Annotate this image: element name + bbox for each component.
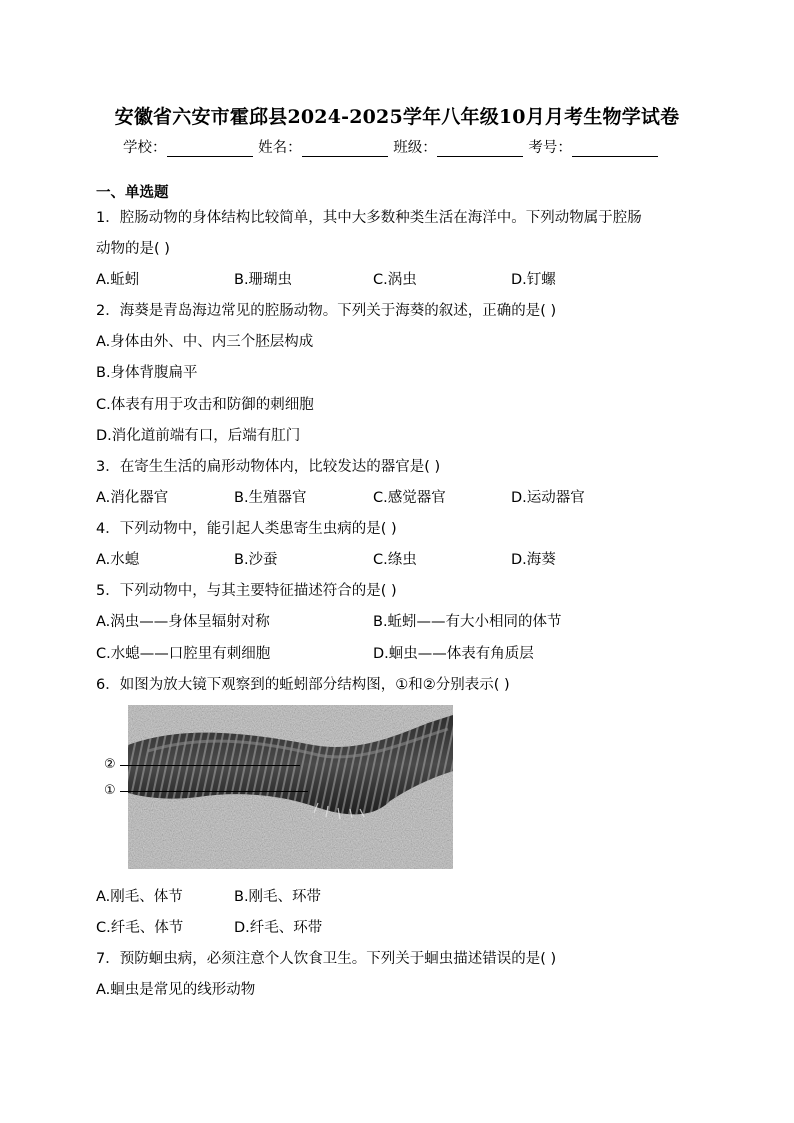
figure-label-1: ① bbox=[104, 783, 116, 798]
q3-option-d[interactable]: D.运动器官 bbox=[511, 490, 585, 506]
q6-option-a[interactable]: A.刚毛、体节 bbox=[96, 889, 183, 905]
q3-option-b[interactable]: B.生殖器官 bbox=[234, 490, 307, 506]
name-blank[interactable] bbox=[302, 142, 388, 157]
q3-option-c[interactable]: C.感觉器官 bbox=[373, 490, 446, 506]
q3-option-a[interactable]: A.消化器官 bbox=[96, 490, 169, 506]
q1-option-c[interactable]: C.涡虫 bbox=[373, 272, 417, 288]
student-info-row bbox=[123, 136, 659, 157]
q4-option-a[interactable]: A.水螅 bbox=[96, 552, 140, 568]
figure-label-2: ② bbox=[104, 757, 116, 772]
earthworm-photo bbox=[128, 705, 453, 869]
label-2-pointer-line bbox=[120, 765, 300, 766]
q4-option-b[interactable]: B.沙蚕 bbox=[234, 552, 278, 568]
question-4-stem: 4．下列动物中，能引起人类患寄生虫病的是( ) bbox=[96, 521, 397, 537]
question-6-stem: 6．如图为放大镜下观察到的蚯蚓部分结构图，①和②分别表示( ) bbox=[96, 677, 510, 693]
label-1-pointer-line bbox=[120, 791, 308, 792]
section-title: 一、单选题 bbox=[96, 185, 169, 201]
question-5-stem: 5．下列动物中，与其主要特征描述符合的是( ) bbox=[96, 583, 397, 599]
class-label: 班级： bbox=[393, 140, 437, 156]
q5-option-d[interactable]: D.蛔虫——体表有角质层 bbox=[373, 646, 534, 662]
exam-number-blank[interactable] bbox=[572, 142, 658, 157]
question-7-stem: 7．预防蛔虫病，必须注意个人饮食卫生。下列关于蛔虫描述错误的是( ) bbox=[96, 951, 557, 967]
school-blank[interactable] bbox=[167, 142, 253, 157]
q5-option-c[interactable]: C.水螅——口腔里有刺细胞 bbox=[96, 646, 271, 662]
question-2-stem: 2．海葵是青岛海边常见的腔肠动物。下列关于海葵的叙述，正确的是( ) bbox=[96, 303, 557, 319]
q6-option-b[interactable]: B.刚毛、环带 bbox=[234, 889, 322, 905]
earthworm-figure bbox=[128, 705, 453, 869]
q2-option-d[interactable]: D.消化道前端有口，后端有肛门 bbox=[96, 428, 301, 444]
question-3-stem: 3．在寄生生活的扁形动物体内，比较发达的器官是( ) bbox=[96, 459, 441, 475]
q6-option-d[interactable]: D.纤毛、环带 bbox=[234, 920, 323, 936]
school-label: 学校： bbox=[123, 140, 167, 156]
question-1-stem: 1．腔肠动物的身体结构比较简单，其中大多数种类生活在海洋中。下列动物属于腔肠 bbox=[96, 210, 642, 226]
q5-option-b[interactable]: B.蚯蚓——有大小相同的体节 bbox=[373, 614, 562, 630]
q6-option-c[interactable]: C.纤毛、体节 bbox=[96, 920, 184, 936]
q1-option-a[interactable]: A.蚯蚓 bbox=[96, 272, 140, 288]
q2-option-a[interactable]: A.身体由外、中、内三个胚层构成 bbox=[96, 334, 314, 350]
q1-option-d[interactable]: D.钉螺 bbox=[511, 272, 556, 288]
q2-option-c[interactable]: C.体表有用于攻击和防御的刺细胞 bbox=[96, 397, 314, 413]
exam-number-label: 考号： bbox=[528, 140, 572, 156]
question-1-stem-cont: 动物的是( ) bbox=[96, 241, 170, 257]
q1-option-b[interactable]: B.珊瑚虫 bbox=[234, 272, 293, 288]
q4-option-c[interactable]: C.绦虫 bbox=[373, 552, 417, 568]
q4-option-d[interactable]: D.海葵 bbox=[511, 552, 556, 568]
exam-title: 安徽省六安市霍邱县2024-2025学年八年级10月月考生物学试卷 bbox=[114, 106, 680, 128]
q7-option-a[interactable]: A.蛔虫是常见的线形动物 bbox=[96, 982, 256, 998]
q5-option-a[interactable]: A.涡虫——身体呈辐射对称 bbox=[96, 614, 270, 630]
name-label: 姓名： bbox=[258, 140, 302, 156]
class-blank[interactable] bbox=[437, 142, 523, 157]
q2-option-b[interactable]: B.身体背腹扁平 bbox=[96, 365, 198, 381]
